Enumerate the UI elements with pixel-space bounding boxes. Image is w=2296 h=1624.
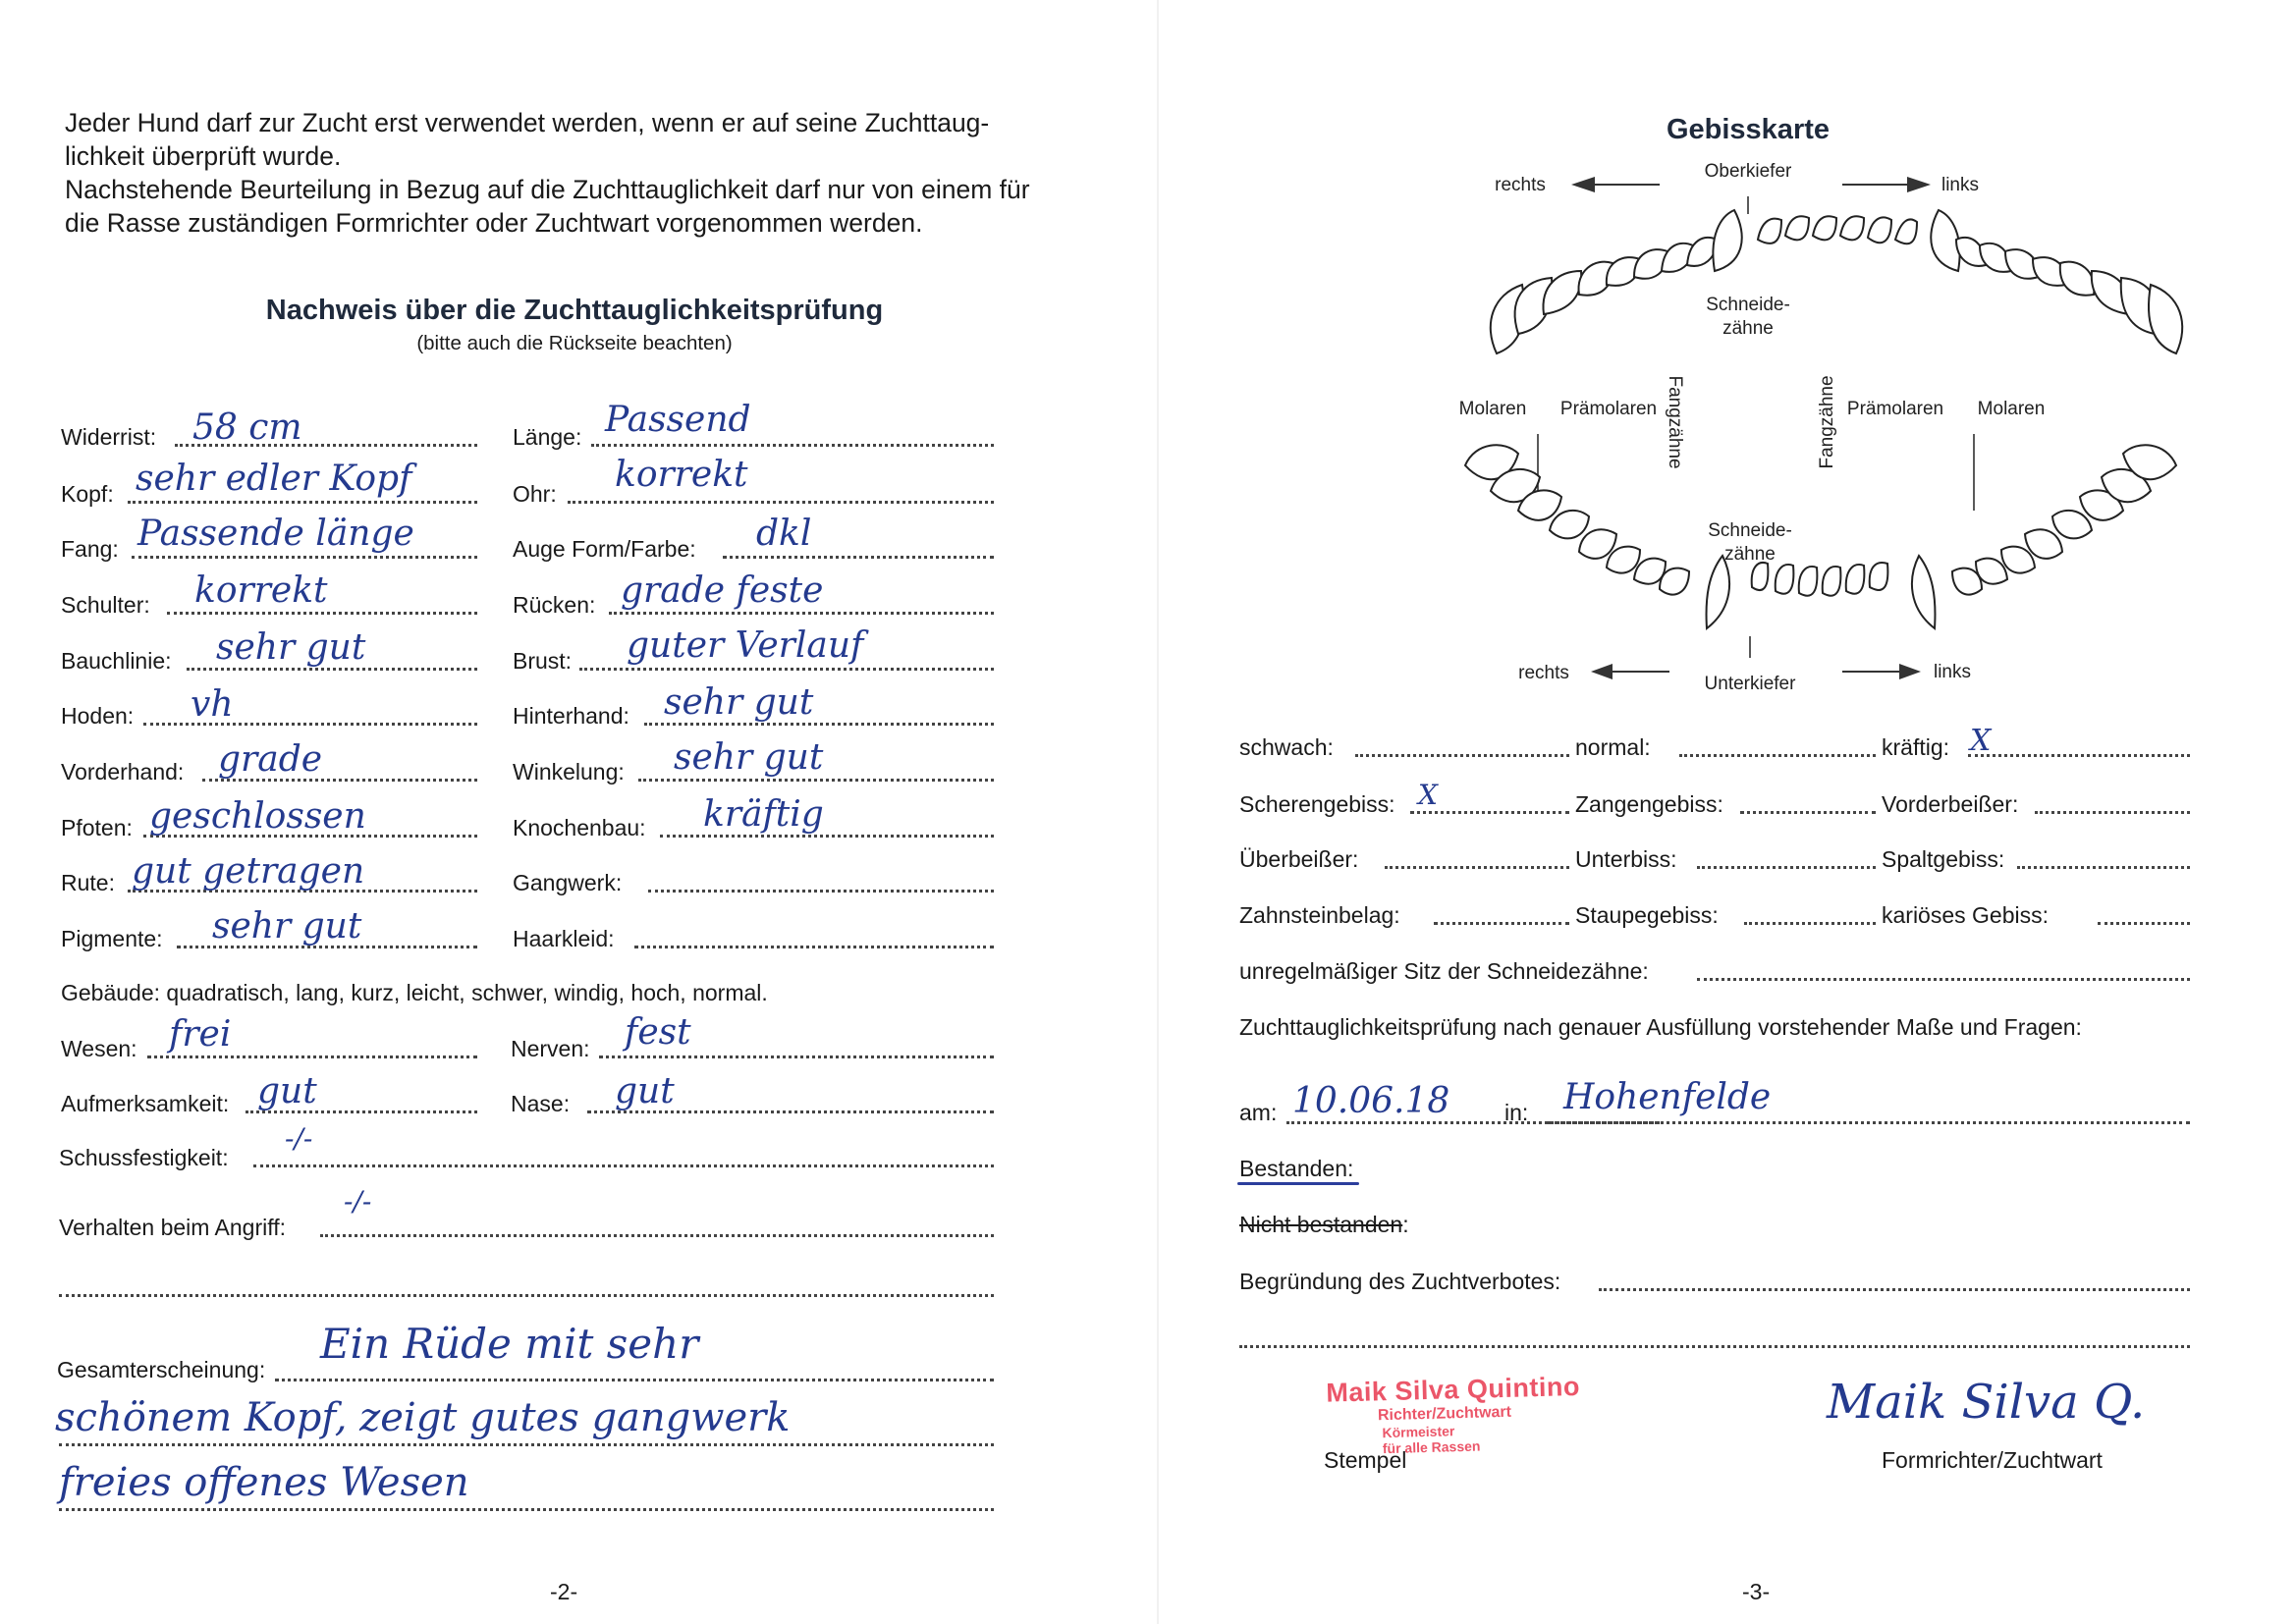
in-line — [1548, 1121, 2190, 1124]
winkelung-label: Winkelung: — [513, 759, 625, 785]
pruefung-text: Zuchttauglichkeitsprüfung nach genauer Ausfüllung vorstehender Maße und Fragen: — [1239, 1014, 2082, 1040]
oberkiefer-label: Oberkiefer — [1704, 161, 1792, 182]
stempel-label: Stempel — [1324, 1447, 1407, 1473]
winkelung-value: sehr gut — [674, 737, 824, 778]
vorderbeisser-line — [2035, 811, 2190, 814]
haarkleid-label: Haarkleid: — [513, 926, 615, 951]
scherengebiss-label: Scherengebiss: — [1239, 791, 1395, 817]
staupegebiss-line — [1744, 922, 1876, 925]
vorderbeisser-label: Vorderbeißer: — [1882, 791, 2019, 817]
schulter-label: Schulter: — [61, 592, 150, 618]
zahnsteinbelag-label: Zahnsteinbelag: — [1239, 902, 1400, 928]
ueberbeisser-label: Überbeißer: — [1239, 846, 1359, 872]
aufmerksamkeit-value: gut — [257, 1071, 317, 1111]
staupegebiss-label: Staupegebiss: — [1575, 902, 1719, 928]
aufmerksamkeit-label: Aufmerksamkeit: — [61, 1091, 230, 1116]
stamp-line: Maik Silva Quintino — [1325, 1371, 1581, 1408]
am-label: am: — [1239, 1100, 1278, 1125]
spaltgebiss-line — [2017, 866, 2190, 869]
wesen-line — [147, 1056, 477, 1058]
pigmente-label: Pigmente: — [61, 926, 163, 951]
normal-line — [1679, 754, 1876, 757]
intro-line: Jeder Hund darf zur Zucht erst verwendet werden, wenn er auf seine Zuchttaug- — [65, 108, 990, 137]
schulter-line — [167, 612, 477, 615]
wesen-value: frei — [169, 1014, 232, 1055]
dental-chart — [1159, 0, 2296, 707]
praemolaren-left-label: Prämolaren — [1559, 399, 1658, 419]
gesamterscheinung-line — [59, 1508, 994, 1511]
bauchlinie-value: sehr gut — [216, 627, 366, 668]
page-number: -2- — [550, 1579, 578, 1604]
kraeftig-label: kräftig: — [1882, 734, 1950, 760]
gesamterscheinung-value-line: freies offenes Wesen — [59, 1460, 469, 1505]
kopf-label: Kopf: — [61, 481, 114, 507]
intro-line: Nachstehende Beurteilung in Bezug auf die Zuchttauglichkeit darf nur von einem für — [65, 175, 1030, 204]
gesamterscheinung-label: Gesamterscheinung: — [57, 1357, 266, 1382]
page-number: -3- — [1742, 1579, 1771, 1604]
nerven-value: fest — [625, 1012, 691, 1053]
in-label: in: — [1504, 1100, 1529, 1125]
praemolaren-right-label: Prämolaren — [1846, 399, 1944, 419]
ruecken-value: grade feste — [621, 570, 824, 611]
hoden-label: Hoden: — [61, 703, 135, 729]
bestanden-label: Bestanden: — [1239, 1156, 1354, 1181]
widerrist-value: 58 cm — [192, 407, 302, 448]
nerven-line — [599, 1056, 994, 1058]
schwach-line — [1355, 754, 1569, 757]
arrow-left-icon — [1571, 177, 1660, 192]
auge-value: dkl — [756, 514, 812, 554]
angriff-extra-line — [59, 1294, 994, 1297]
signature: Maik Silva Q. — [1827, 1375, 2146, 1430]
scherengebiss-mark: X — [1418, 779, 1438, 811]
kraeftig-line — [1968, 754, 2190, 757]
auge-line — [723, 556, 994, 559]
scherengebiss-line — [1410, 811, 1569, 814]
karioeses-gebiss-line — [2098, 922, 2190, 925]
angriff-value: -/- — [344, 1185, 372, 1218]
schussfestigkeit-label: Schussfestigkeit: — [59, 1145, 229, 1170]
hoden-value: vh — [191, 684, 234, 725]
ruecken-line — [609, 612, 994, 615]
lower-rechts-label: rechts — [1518, 663, 1569, 683]
upper-links-label: links — [1941, 175, 1980, 195]
page-subtitle: (bitte auch die Rückseite beachten) — [416, 332, 733, 354]
am-value: 10.06.18 — [1292, 1081, 1450, 1121]
hinterhand-line — [644, 723, 994, 726]
nase-label: Nase: — [511, 1091, 571, 1116]
nerven-label: Nerven: — [511, 1036, 590, 1061]
normal-label: normal: — [1575, 734, 1651, 760]
winkelung-line — [638, 779, 994, 782]
lower-schneide-label-2: zähne — [1724, 544, 1776, 565]
begruendung-label: Begründung des Zuchtverbotes: — [1239, 1269, 1561, 1294]
nicht-bestanden-label — [1239, 1212, 1409, 1238]
unregelmaessig-label: unregelmäßiger Sitz der Schneidezähne: — [1239, 958, 1649, 984]
formrichter-label: Formrichter/Zuchtwart — [1882, 1447, 2103, 1473]
vorderhand-value: grade — [218, 739, 323, 780]
pfoten-label: Pfoten: — [61, 815, 133, 840]
schwach-label: schwach: — [1239, 734, 1334, 760]
stamp-line: Richter/Zuchtwart — [1377, 1403, 1512, 1425]
ohr-line — [568, 501, 994, 504]
knochenbau-value: kräftig — [703, 794, 824, 835]
hinterhand-value: sehr gut — [664, 682, 814, 723]
intro-line: lichkeit überprüft wurde. — [65, 141, 342, 171]
ohr-value: korrekt — [615, 455, 748, 495]
schulter-value: korrekt — [194, 570, 328, 611]
auge-label: Auge Form/Farbe: — [513, 536, 696, 562]
fang-label: Fang: — [61, 536, 119, 562]
bestanden-underline — [1237, 1182, 1359, 1185]
arrow-right-icon — [1842, 177, 1931, 192]
gesamterscheinung-value-line: Ein Rüde mit sehr — [320, 1320, 699, 1368]
intro-line: die Rasse zuständigen Formrichter oder Zuchtwart vorgenommen werden. — [65, 208, 923, 238]
fangzaehne-left-label: Fangzähne — [1665, 375, 1685, 469]
knochenbau-label: Knochenbau: — [513, 815, 646, 840]
laenge-value: Passend — [605, 400, 751, 440]
pfoten-value: geschlossen — [149, 796, 366, 837]
kraeftig-mark: X — [1970, 724, 1992, 758]
molaren-left-label: Molaren — [1458, 399, 1527, 419]
unterbiss-label: Unterbiss: — [1575, 846, 1677, 872]
brust-label: Brust: — [513, 648, 573, 674]
unterbiss-line — [1697, 866, 1876, 869]
gesamterscheinung-line — [59, 1443, 994, 1446]
upper-schneide-label-1: Schneide- — [1706, 295, 1790, 315]
knochenbau-line — [660, 835, 994, 838]
pigmente-value: sehr gut — [212, 906, 362, 947]
widerrist-label: Widerrist: — [61, 424, 157, 450]
schussfestigkeit-value: -/- — [285, 1122, 313, 1155]
brust-line — [579, 668, 994, 671]
laenge-label: Länge: — [513, 424, 582, 450]
bauchlinie-line — [187, 668, 477, 671]
rute-value: gut getragen — [132, 851, 365, 892]
upper-rechts-label: rechts — [1495, 175, 1546, 195]
nase-value: gut — [615, 1071, 675, 1111]
fang-value: Passende länge — [137, 514, 414, 554]
kopf-line — [128, 501, 477, 504]
unregelmaessig-line — [1697, 978, 2190, 981]
gangwerk-label: Gangwerk: — [513, 870, 623, 895]
karioeses-gebiss-label: kariöses Gebiss: — [1882, 902, 2050, 928]
angriff-line — [320, 1234, 994, 1237]
intro-paragraph — [65, 106, 1106, 240]
gebaeude-options: Gebäude: quadratisch, lang, kurz, leicht, schwer, windig, hoch, normal. — [61, 980, 768, 1005]
angriff-label: Verhalten beim Angriff: — [59, 1215, 286, 1240]
rute-label: Rute: — [61, 870, 115, 895]
lower-schneide-label-1: Schneide- — [1708, 520, 1792, 541]
gangwerk-line — [648, 890, 994, 893]
arrow-right-icon — [1842, 664, 1921, 679]
haarkleid-line — [634, 946, 994, 948]
wesen-label: Wesen: — [61, 1036, 137, 1061]
begruendung-extra-line — [1239, 1345, 2190, 1348]
brust-value: guter Verlauf — [627, 625, 864, 666]
fangzaehne-right-label: Fangzähne — [1817, 375, 1837, 469]
judge-stamp — [1326, 1371, 1603, 1457]
ueberbeisser-line — [1385, 866, 1569, 869]
bauchlinie-label: Bauchlinie: — [61, 648, 172, 674]
zangengebiss-label: Zangengebiss: — [1575, 791, 1723, 817]
nicht-bestanden-colon: : — [1402, 1212, 1409, 1237]
spaltgebiss-label: Spaltgebiss: — [1882, 846, 2005, 872]
fang-line — [132, 556, 477, 559]
gesamterscheinung-line — [275, 1379, 994, 1381]
page-title: Nachweis über die Zuchttauglichkeitsprüfung — [265, 295, 884, 326]
unterkiefer-label: Unterkiefer — [1704, 674, 1796, 694]
molaren-right-label: Molaren — [1977, 399, 2046, 419]
kopf-value: sehr edler Kopf — [136, 459, 412, 499]
zangengebiss-line — [1740, 811, 1876, 814]
begruendung-line — [1599, 1288, 2190, 1291]
ohr-label: Ohr: — [513, 481, 557, 507]
chart-title: Gebisskarte — [1666, 114, 1831, 145]
nicht-bestanden-struck: Nicht bestanden — [1239, 1212, 1403, 1237]
lower-links-label: links — [1933, 662, 1972, 682]
laenge-line — [591, 444, 994, 447]
upper-schneide-label-2: zähne — [1722, 318, 1774, 339]
hinterhand-label: Hinterhand: — [513, 703, 629, 729]
schussfestigkeit-line — [253, 1164, 994, 1167]
upper-jaw — [1491, 210, 2182, 353]
arrow-left-icon — [1591, 664, 1669, 679]
gesamterscheinung-value-line: schönem Kopf, zeigt gutes gangwerk — [55, 1395, 791, 1440]
ruecken-label: Rücken: — [513, 592, 596, 618]
lower-jaw — [1465, 445, 2176, 628]
zahnsteinbelag-line — [1434, 922, 1569, 925]
stamp-line: für alle Rassen — [1382, 1437, 1481, 1457]
in-value: Hohenfelde — [1563, 1077, 1772, 1117]
vorderhand-label: Vorderhand: — [61, 759, 185, 785]
stamp-line: Körmeister — [1382, 1423, 1455, 1441]
